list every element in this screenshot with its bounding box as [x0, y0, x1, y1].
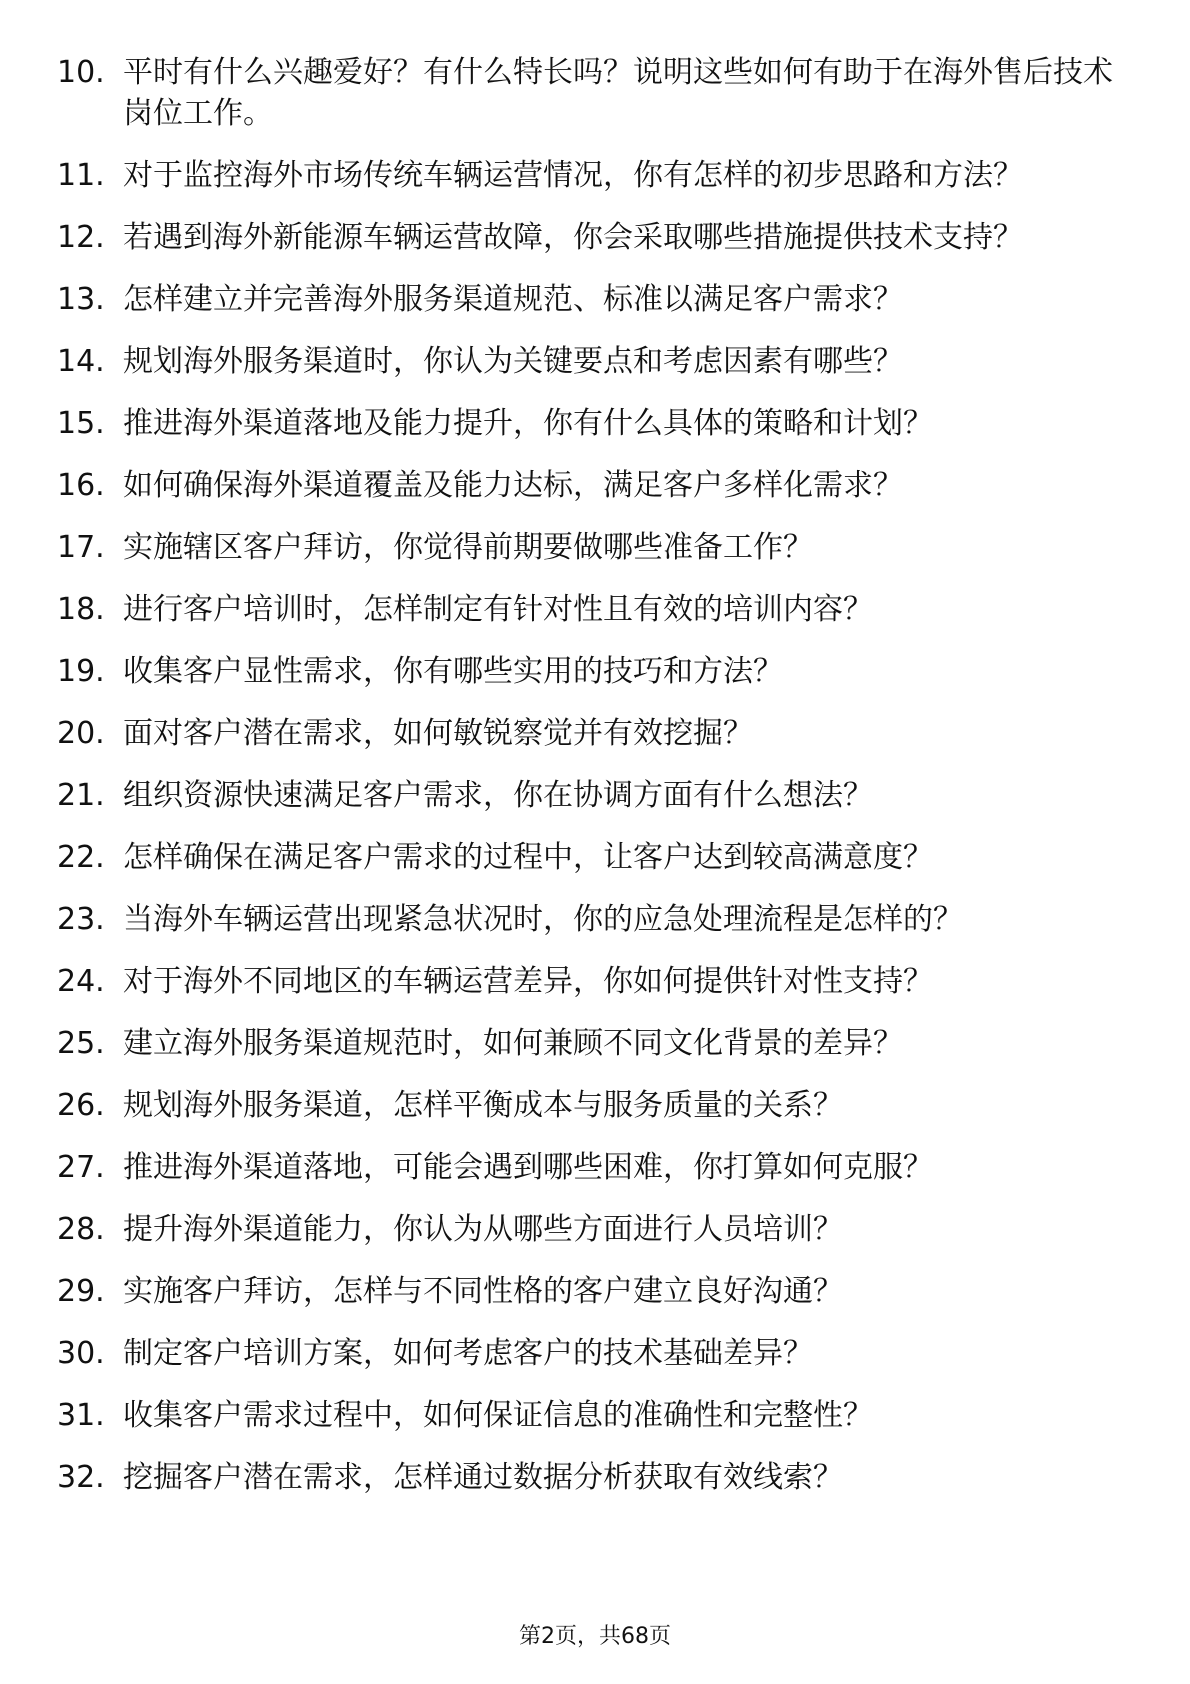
- question-number: 17.: [57, 530, 105, 565]
- question-text: 挖掘客户潜在需求，怎样通过数据分析获取有效线索？: [123, 1460, 843, 1495]
- question-text: 如何确保海外渠道覆盖及能力达标，满足客户多样化需求？: [123, 468, 903, 503]
- question-number: 25.: [57, 1026, 105, 1061]
- question-text: 组织资源快速满足客户需求，你在协调方面有什么想法？: [123, 778, 873, 813]
- question-number: 31.: [57, 1398, 105, 1433]
- question-number: 16.: [57, 468, 105, 503]
- question-number: 24.: [57, 964, 105, 999]
- question-item: [57, 341, 1137, 382]
- question-item: [57, 1147, 1137, 1188]
- question-number: 27.: [57, 1150, 105, 1185]
- question-number: 32.: [57, 1460, 105, 1495]
- question-item: [57, 527, 1137, 568]
- question-number: 22.: [57, 840, 105, 875]
- question-text: 制定客户培训方案，如何考虑客户的技术基础差异？: [123, 1336, 813, 1371]
- question-item: [57, 279, 1137, 320]
- question-text: 推进海外渠道落地，可能会遇到哪些困难，你打算如何克服？: [123, 1150, 933, 1185]
- question-text: 建立海外服务渠道规范时，如何兼顾不同文化背景的差异？: [123, 1026, 903, 1061]
- question-number: 21.: [57, 778, 105, 813]
- question-number: 11.: [57, 158, 105, 193]
- question-number: 10.: [57, 55, 105, 90]
- question-item: [57, 403, 1137, 444]
- question-text: 进行客户培训时，怎样制定有针对性且有效的培训内容？: [123, 592, 873, 627]
- question-text: 提升海外渠道能力，你认为从哪些方面进行人员培训？: [123, 1212, 843, 1247]
- question-text: 规划海外服务渠道时，你认为关键要点和考虑因素有哪些？: [123, 344, 903, 379]
- question-text: 推进海外渠道落地及能力提升，你有什么具体的策略和计划？: [123, 406, 933, 441]
- question-item: [57, 217, 1137, 258]
- question-number: 15.: [57, 406, 105, 441]
- question-item: [57, 589, 1137, 630]
- question-item: [57, 899, 1137, 940]
- question-number: 14.: [57, 344, 105, 379]
- question-item: [57, 961, 1137, 1002]
- question-number: 19.: [57, 654, 105, 689]
- question-item: [57, 1023, 1137, 1064]
- question-text: 怎样建立并完善海外服务渠道规范、标准以满足客户需求？: [123, 282, 903, 317]
- question-text: 面对客户潜在需求，如何敏锐察觉并有效挖掘？: [123, 716, 753, 751]
- question-text: 收集客户需求过程中，如何保证信息的准确性和完整性？: [123, 1398, 873, 1433]
- question-number: 23.: [57, 902, 105, 937]
- question-item: [57, 775, 1137, 816]
- question-text: 若遇到海外新能源车辆运营故障，你会采取哪些措施提供技术支持？: [123, 220, 1023, 255]
- question-item: [57, 713, 1137, 754]
- question-item: [57, 1209, 1137, 1250]
- question-text: 实施客户拜访，怎样与不同性格的客户建立良好沟通？: [123, 1274, 843, 1309]
- question-number: 13.: [57, 282, 105, 317]
- question-number: 20.: [57, 716, 105, 751]
- page-number-footer: 第2页，共68页: [519, 1624, 671, 1649]
- question-text: 实施辖区客户拜访，你觉得前期要做哪些准备工作？: [123, 530, 813, 565]
- question-list: [57, 52, 1137, 1519]
- question-item: [57, 1333, 1137, 1374]
- question-number: 12.: [57, 220, 105, 255]
- question-item: [57, 1271, 1137, 1312]
- question-item: [57, 465, 1137, 506]
- question-text: 对于海外不同地区的车辆运营差异，你如何提供针对性支持？: [123, 964, 933, 999]
- question-text: 平时有什么兴趣爱好？有什么特长吗？说明这些如何有助于在海外售后技术岗位工作。: [123, 55, 1113, 131]
- question-item: [57, 651, 1137, 692]
- question-number: 30.: [57, 1336, 105, 1371]
- question-item: [57, 837, 1137, 878]
- question-item: [57, 1395, 1137, 1436]
- question-number: 28.: [57, 1212, 105, 1247]
- question-item: [57, 1085, 1137, 1126]
- question-text: 当海外车辆运营出现紧急状况时，你的应急处理流程是怎样的？: [123, 902, 963, 937]
- question-number: 29.: [57, 1274, 105, 1309]
- question-item: [57, 155, 1137, 196]
- question-text: 规划海外服务渠道，怎样平衡成本与服务质量的关系？: [123, 1088, 843, 1123]
- question-number: 26.: [57, 1088, 105, 1123]
- question-text: 对于监控海外市场传统车辆运营情况，你有怎样的初步思路和方法？: [123, 158, 1023, 193]
- question-item: [57, 1457, 1137, 1498]
- question-text: 收集客户显性需求，你有哪些实用的技巧和方法？: [123, 654, 783, 689]
- question-number: 18.: [57, 592, 105, 627]
- question-text: 怎样确保在满足客户需求的过程中，让客户达到较高满意度？: [123, 840, 933, 875]
- question-item: [57, 52, 1137, 134]
